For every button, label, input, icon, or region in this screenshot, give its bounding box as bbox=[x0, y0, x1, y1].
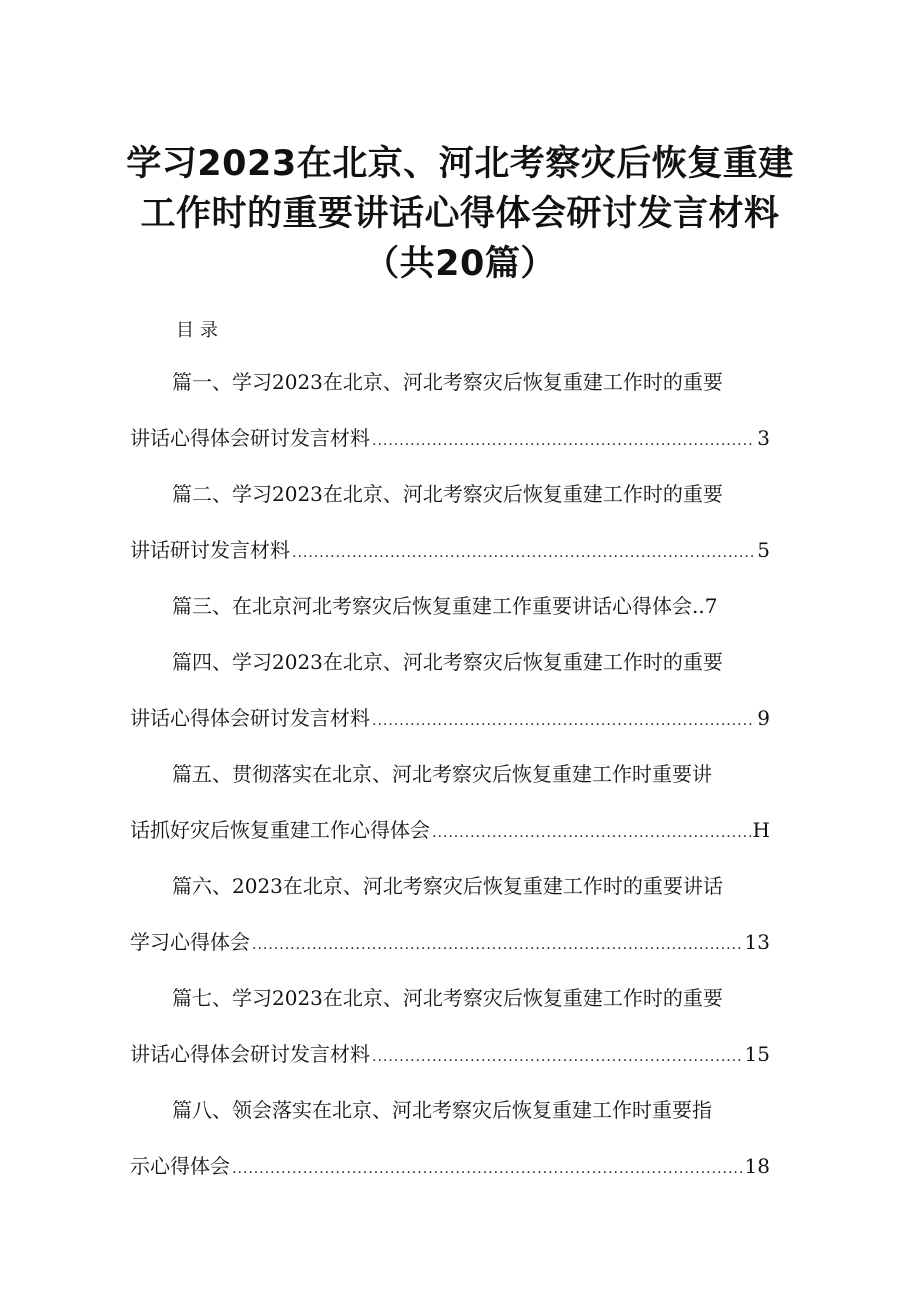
toc-entry-text: 话抓好灾后恢复重建工作心得体会 bbox=[130, 818, 430, 842]
toc-entry-text: 学习心得体会 bbox=[130, 930, 250, 954]
toc-page-number: 18 bbox=[744, 1154, 770, 1178]
toc-entry-5-line-1[interactable]: 篇五、贯彻落实在北京、河北考察灾后恢复重建工作时重要讲 bbox=[172, 762, 712, 786]
toc-page-number: 5 bbox=[757, 538, 770, 562]
toc-entry-text: 讲话心得体会研讨发言材料 bbox=[130, 706, 370, 730]
document-title-line-3: （共20篇） bbox=[364, 244, 556, 284]
toc-heading: 目录 bbox=[176, 320, 224, 341]
toc-entry-6-line-2[interactable] bbox=[130, 928, 770, 959]
leader-dots bbox=[372, 427, 755, 455]
toc-entry-8-line-1[interactable]: 篇八、领会落实在北京、河北考察灾后恢复重建工作时重要指 bbox=[172, 1098, 712, 1122]
leader-dots bbox=[252, 931, 743, 959]
leader-dots bbox=[372, 707, 755, 735]
toc-entry-text: 讲话心得体会研讨发言材料 bbox=[130, 426, 370, 450]
leader-dots bbox=[372, 1043, 743, 1071]
toc-entry-2-line-1[interactable]: 篇二、学习2023在北京、河北考察灾后恢复重建工作时的重要 bbox=[172, 482, 723, 506]
toc-page-number: 9 bbox=[757, 706, 770, 730]
toc-entry-7-line-1[interactable]: 篇七、学习2023在北京、河北考察灾后恢复重建工作时的重要 bbox=[172, 986, 723, 1010]
toc-entry-text: 示心得体会 bbox=[130, 1154, 230, 1178]
toc-entry-3[interactable]: 篇三、在北京河北考察灾后恢复重建工作重要讲话心得体会..7 bbox=[172, 594, 718, 618]
document-title-line-1: 学习2023在北京、河北考察灾后恢复重建 bbox=[126, 144, 794, 184]
toc-page-number: H bbox=[752, 818, 770, 842]
toc-entry-7-line-2[interactable] bbox=[130, 1040, 770, 1071]
toc-entry-6-line-1[interactable]: 篇六、2023在北京、河北考察灾后恢复重建工作时的重要讲话 bbox=[172, 874, 723, 898]
toc-page-number: 13 bbox=[744, 930, 770, 954]
leader-dots bbox=[232, 1155, 743, 1183]
toc-entry-text: 讲话研讨发言材料 bbox=[130, 538, 290, 562]
toc-entry-2-line-2[interactable] bbox=[130, 536, 770, 567]
toc-entry-8-line-2[interactable] bbox=[130, 1152, 770, 1183]
leader-dots bbox=[432, 819, 751, 847]
toc-entry-1-line-1[interactable]: 篇一、学习2023在北京、河北考察灾后恢复重建工作时的重要 bbox=[172, 370, 723, 394]
toc-entry-1-line-2[interactable] bbox=[130, 424, 770, 455]
toc-entry-4-line-1[interactable]: 篇四、学习2023在北京、河北考察灾后恢复重建工作时的重要 bbox=[172, 650, 723, 674]
toc-entry-4-line-2[interactable] bbox=[130, 704, 770, 735]
toc-page-number: 15 bbox=[744, 1042, 770, 1066]
toc-entry-text: 讲话心得体会研讨发言材料 bbox=[130, 1042, 370, 1066]
leader-dots bbox=[292, 539, 755, 567]
document-title-line-2: 工作时的重要讲话心得体会研讨发言材料 bbox=[140, 194, 780, 234]
toc-entry-5-line-2[interactable] bbox=[130, 816, 770, 847]
toc-page-number: 3 bbox=[757, 426, 770, 450]
